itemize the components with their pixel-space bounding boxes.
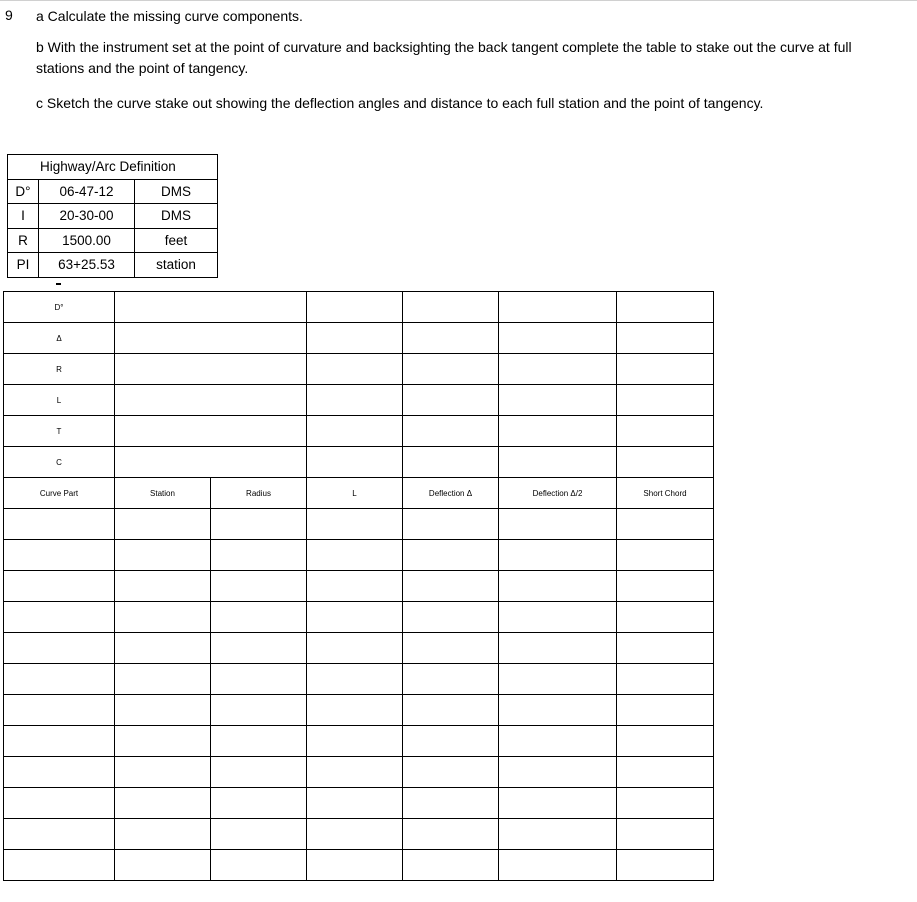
- blank-cell[interactable]: [617, 633, 714, 664]
- top-border: [0, 0, 917, 1]
- definition-row: [8, 228, 218, 253]
- component-label: T: [4, 416, 115, 447]
- blank-cell[interactable]: [499, 385, 617, 416]
- blank-cell[interactable]: [499, 447, 617, 478]
- blank-cell[interactable]: [617, 571, 714, 602]
- blank-cell[interactable]: [499, 633, 617, 664]
- component-answer-cell[interactable]: [115, 447, 307, 478]
- blank-cell[interactable]: [403, 447, 499, 478]
- table-row: [4, 509, 714, 540]
- table-row: [4, 819, 714, 850]
- blank-cell[interactable]: [4, 757, 115, 788]
- table-row: [4, 540, 714, 571]
- blank-cell[interactable]: [307, 385, 403, 416]
- blank-cell[interactable]: [403, 385, 499, 416]
- blank-cell[interactable]: [211, 819, 307, 850]
- component-label: Δ: [4, 323, 115, 354]
- blank-cell[interactable]: [4, 788, 115, 819]
- blank-cell[interactable]: [617, 850, 714, 881]
- component-answer-cell[interactable]: [115, 354, 307, 385]
- blank-cell[interactable]: [307, 509, 403, 540]
- blank-cell[interactable]: [307, 292, 403, 323]
- component-label: L: [4, 385, 115, 416]
- component-label: R: [4, 354, 115, 385]
- blank-cell[interactable]: [403, 354, 499, 385]
- question-part-a: a Calculate the missing curve components.: [36, 8, 303, 24]
- component-row: [4, 292, 714, 323]
- blank-cell[interactable]: [115, 819, 211, 850]
- blank-cell[interactable]: [617, 447, 714, 478]
- header-station: Station: [115, 478, 211, 509]
- blank-cell[interactable]: [403, 819, 499, 850]
- blank-cell[interactable]: [211, 695, 307, 726]
- definition-title: Highway/Arc Definition: [8, 155, 218, 180]
- blank-cell[interactable]: [617, 819, 714, 850]
- blank-cell[interactable]: [403, 695, 499, 726]
- blank-cell[interactable]: [4, 540, 115, 571]
- blank-cell[interactable]: [307, 354, 403, 385]
- stakeout-header-row: [4, 478, 714, 509]
- component-answer-cell[interactable]: [115, 385, 307, 416]
- blank-cell[interactable]: [617, 292, 714, 323]
- blank-cell[interactable]: [307, 850, 403, 881]
- definition-unit: feet: [135, 228, 218, 253]
- blank-cell[interactable]: [499, 354, 617, 385]
- blank-cell[interactable]: [115, 850, 211, 881]
- blank-cell[interactable]: [403, 540, 499, 571]
- blank-cell[interactable]: [211, 509, 307, 540]
- definition-unit: station: [135, 253, 218, 278]
- definition-symbol: D°: [8, 179, 39, 204]
- blank-cell[interactable]: [499, 695, 617, 726]
- blank-cell[interactable]: [403, 292, 499, 323]
- blank-cell[interactable]: [499, 292, 617, 323]
- blank-cell[interactable]: [115, 540, 211, 571]
- definition-value: 1500.00: [39, 228, 135, 253]
- blank-cell[interactable]: [4, 509, 115, 540]
- blank-cell[interactable]: [499, 664, 617, 695]
- blank-cell[interactable]: [307, 757, 403, 788]
- definition-row: [8, 253, 218, 278]
- dash-mark: [56, 283, 61, 285]
- blank-cell[interactable]: [499, 602, 617, 633]
- blank-cell[interactable]: [617, 416, 714, 447]
- blank-cell[interactable]: [211, 633, 307, 664]
- blank-cell[interactable]: [617, 757, 714, 788]
- blank-cell[interactable]: [499, 323, 617, 354]
- table-row: [4, 571, 714, 602]
- blank-cell[interactable]: [307, 447, 403, 478]
- blank-cell[interactable]: [4, 850, 115, 881]
- definition-symbol: R: [8, 228, 39, 253]
- blank-cell[interactable]: [115, 695, 211, 726]
- blank-cell[interactable]: [403, 602, 499, 633]
- definition-symbol: I: [8, 204, 39, 229]
- blank-cell[interactable]: [115, 509, 211, 540]
- blank-cell[interactable]: [617, 385, 714, 416]
- blank-cell[interactable]: [4, 571, 115, 602]
- definition-value: 06-47-12: [39, 179, 135, 204]
- blank-cell[interactable]: [211, 757, 307, 788]
- component-label: D°: [4, 292, 115, 323]
- blank-cell[interactable]: [617, 540, 714, 571]
- blank-cell[interactable]: [4, 664, 115, 695]
- table-row: [4, 695, 714, 726]
- component-row: [4, 385, 714, 416]
- blank-cell[interactable]: [403, 850, 499, 881]
- definition-row: [8, 179, 218, 204]
- blank-cell[interactable]: [307, 664, 403, 695]
- blank-cell[interactable]: [617, 323, 714, 354]
- header-short-chord: Short Chord: [617, 478, 714, 509]
- blank-cell[interactable]: [211, 571, 307, 602]
- blank-cell[interactable]: [4, 819, 115, 850]
- definition-row: [8, 204, 218, 229]
- component-answer-cell[interactable]: [115, 292, 307, 323]
- blank-cell[interactable]: [499, 788, 617, 819]
- header-radius: Radius: [211, 478, 307, 509]
- blank-cell[interactable]: [307, 819, 403, 850]
- blank-cell[interactable]: [211, 540, 307, 571]
- blank-cell[interactable]: [307, 571, 403, 602]
- table-row: [4, 757, 714, 788]
- curve-stakeout-table: [3, 291, 714, 881]
- table-row: [4, 602, 714, 633]
- blank-cell[interactable]: [307, 695, 403, 726]
- blank-cell[interactable]: [617, 509, 714, 540]
- header-deflection: Deflection Δ: [403, 478, 499, 509]
- blank-cell[interactable]: [115, 726, 211, 757]
- blank-cell[interactable]: [4, 726, 115, 757]
- question-number: 9: [5, 7, 13, 23]
- component-label: C: [4, 447, 115, 478]
- question-part-c: c Sketch the curve stake out showing the deflection angles and distance to each full station and the point of tangency.: [36, 95, 764, 111]
- blank-cell[interactable]: [403, 509, 499, 540]
- blank-cell[interactable]: [115, 757, 211, 788]
- definition-symbol: PI: [8, 253, 39, 278]
- highway-arc-definition-table: [7, 154, 218, 278]
- blank-cell[interactable]: [499, 540, 617, 571]
- blank-cell[interactable]: [307, 323, 403, 354]
- blank-cell[interactable]: [115, 571, 211, 602]
- table-row: [4, 664, 714, 695]
- blank-cell[interactable]: [617, 664, 714, 695]
- blank-cell[interactable]: [211, 788, 307, 819]
- component-answer-cell[interactable]: [115, 416, 307, 447]
- blank-cell[interactable]: [4, 633, 115, 664]
- blank-cell[interactable]: [211, 726, 307, 757]
- blank-cell[interactable]: [403, 664, 499, 695]
- blank-cell[interactable]: [307, 416, 403, 447]
- blank-cell[interactable]: [499, 726, 617, 757]
- blank-cell[interactable]: [617, 726, 714, 757]
- blank-cell[interactable]: [307, 726, 403, 757]
- blank-cell[interactable]: [211, 602, 307, 633]
- blank-cell[interactable]: [211, 664, 307, 695]
- blank-cell[interactable]: [115, 633, 211, 664]
- blank-cell[interactable]: [499, 757, 617, 788]
- table-row: [4, 850, 714, 881]
- blank-cell[interactable]: [403, 726, 499, 757]
- header-deflection-half: Deflection Δ/2: [499, 478, 617, 509]
- blank-cell[interactable]: [499, 819, 617, 850]
- table-row: [4, 726, 714, 757]
- blank-cell[interactable]: [115, 664, 211, 695]
- definition-value: 63+25.53: [39, 253, 135, 278]
- blank-cell[interactable]: [403, 323, 499, 354]
- blank-cell[interactable]: [499, 416, 617, 447]
- table-row: [4, 788, 714, 819]
- component-answer-cell[interactable]: [115, 323, 307, 354]
- table-row: [4, 633, 714, 664]
- blank-cell[interactable]: [499, 509, 617, 540]
- blank-cell[interactable]: [307, 633, 403, 664]
- blank-cell[interactable]: [4, 695, 115, 726]
- blank-cell[interactable]: [403, 788, 499, 819]
- question-part-b: b With the instrument set at the point of curvature and backsighting the back tangent complete the table to stake out the curve at full stations and the point of tangency.: [36, 39, 852, 76]
- blank-cell[interactable]: [499, 850, 617, 881]
- blank-cell[interactable]: [115, 788, 211, 819]
- definition-value: 20-30-00: [39, 204, 135, 229]
- component-row: [4, 447, 714, 478]
- blank-cell[interactable]: [211, 850, 307, 881]
- blank-cell[interactable]: [403, 571, 499, 602]
- blank-cell[interactable]: [499, 571, 617, 602]
- blank-cell[interactable]: [115, 602, 211, 633]
- blank-cell[interactable]: [307, 788, 403, 819]
- blank-cell[interactable]: [4, 602, 115, 633]
- component-row: [4, 323, 714, 354]
- header-length: L: [307, 478, 403, 509]
- blank-cell[interactable]: [307, 602, 403, 633]
- blank-cell[interactable]: [403, 416, 499, 447]
- blank-cell[interactable]: [403, 757, 499, 788]
- definition-unit: DMS: [135, 179, 218, 204]
- component-row: [4, 354, 714, 385]
- blank-cell[interactable]: [403, 633, 499, 664]
- blank-cell[interactable]: [617, 788, 714, 819]
- header-curve-part: Curve Part: [4, 478, 115, 509]
- component-row: [4, 416, 714, 447]
- blank-cell[interactable]: [617, 354, 714, 385]
- blank-cell[interactable]: [617, 695, 714, 726]
- blank-cell[interactable]: [617, 602, 714, 633]
- definition-unit: DMS: [135, 204, 218, 229]
- blank-cell[interactable]: [307, 540, 403, 571]
